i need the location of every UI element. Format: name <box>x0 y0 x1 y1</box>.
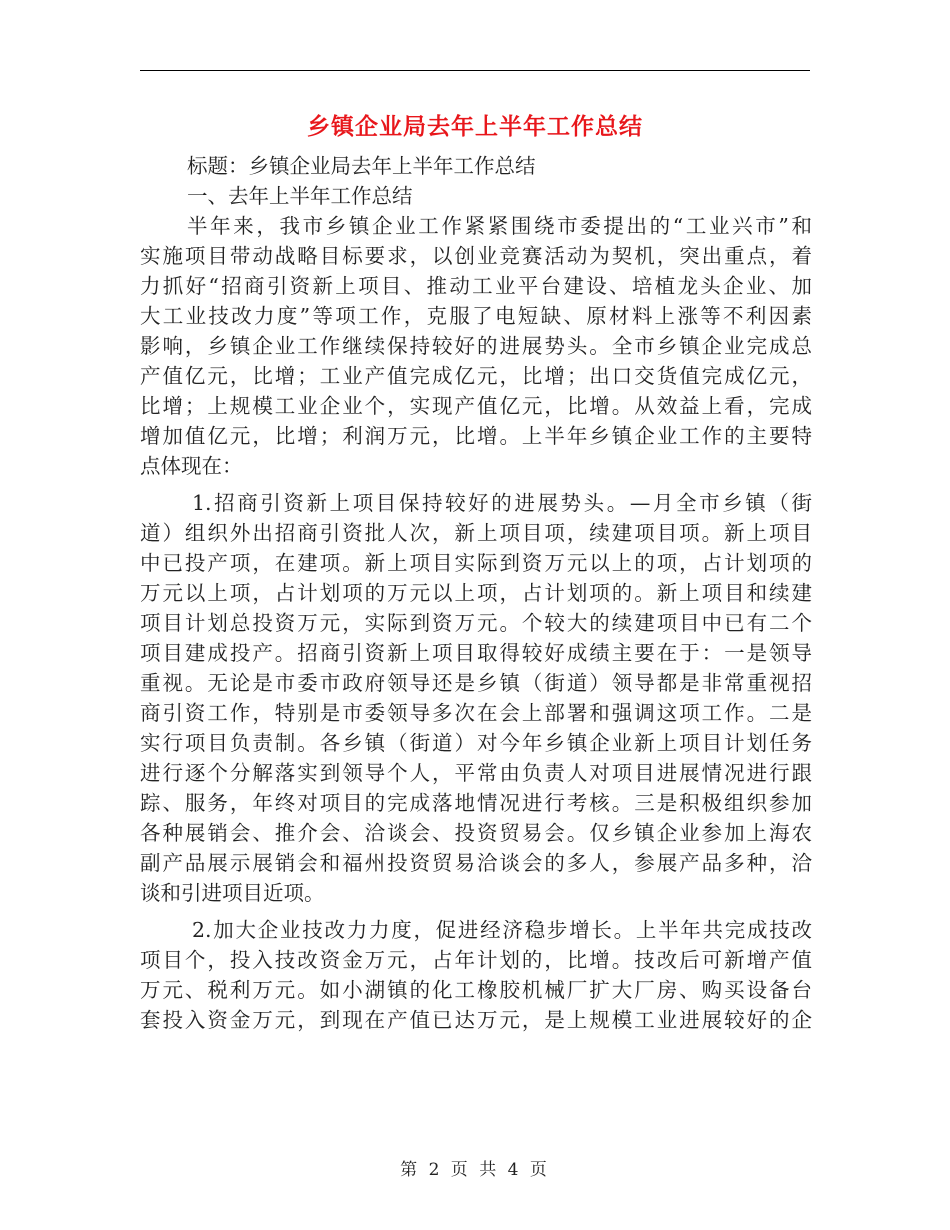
page-footer: 第 2 页 共 4 页 <box>400 1160 550 1180</box>
paragraph <box>140 211 812 481</box>
text-line: 实行项目负责制。各乡镇（街道）对今年乡镇企业新上项目计划任务 <box>140 731 812 755</box>
text-line: 点体现在： <box>140 454 243 478</box>
text-line: 产值亿元，比增；工业产值完成亿元，比增；出口交货值完成亿元， <box>140 364 812 388</box>
paragraph <box>140 488 812 908</box>
text-line: 力抓好“招商引资新上项目、推动工业平台建设、培植龙头企业、加 <box>140 274 812 298</box>
document-body <box>140 151 812 1035</box>
text-line: 项目计划总投资万元，实际到资万元。个较大的续建项目中已有二个 <box>140 611 812 635</box>
text-line: 套投入资金万元，到现在产值已达万元，是上规模工业进展较好的企 <box>140 1008 812 1032</box>
paragraph-gap <box>140 908 812 915</box>
text-line: 道）组织外出招商引资批人次，新上项目项，续建项目项。新上项目 <box>140 521 812 545</box>
text-line: 2.加大企业技改力力度，促进经济稳步增长。上半年共完成技改 <box>192 918 812 942</box>
text-line: 副产品展示展销会和福州投资贸易洽谈会的多人，参展产品多种，洽 <box>140 851 812 875</box>
text-line: 项目个，投入技改资金万元，占年计划的，比增。技改后可新增产值 <box>140 948 812 972</box>
header-line: 标题：乡镇企业局去年上半年工作总结 <box>187 154 536 178</box>
text-line: 万元以上项，占计划项的万元以上项，占计划项的。新上项目和续建 <box>140 581 812 605</box>
paragraph-gap <box>140 481 812 488</box>
text-line: 增加值亿元，比增；利润万元，比增。上半年乡镇企业工作的主要特 <box>140 424 812 448</box>
text-line: 进行逐个分解落实到领导个人，平常由负责人对项目进展情况进行跟 <box>140 761 812 785</box>
header-line: 一、去年上半年工作总结 <box>187 184 413 208</box>
text-line: 谈和引进项目近项。 <box>140 881 325 905</box>
text-line: 大工业技改力度”等项工作，克服了电短缺、原材料上涨等不利因素 <box>140 304 812 328</box>
text-line: 比增；上规模工业企业个，实现产值亿元，比增。从效益上看，完成 <box>140 394 812 418</box>
header-rule <box>140 70 810 71</box>
text-line: 商引资工作，特别是市委领导多次在会上部署和强调这项工作。二是 <box>140 701 812 725</box>
text-line: 1.招商引资新上项目保持较好的进展势头。—月全市乡镇（街 <box>192 491 812 515</box>
text-line: 影响，乡镇企业工作继续保持较好的进展势头。全市乡镇企业完成总 <box>140 334 812 358</box>
text-line: 实施项目带动战略目标要求，以创业竞赛活动为契机，突出重点，着 <box>140 244 812 268</box>
text-line: 项目建成投产。招商引资新上项目取得较好成绩主要在于：一是领导 <box>140 641 812 665</box>
text-line: 中已投产项，在建项。新上项目实际到资万元以上的项，占计划项的 <box>140 551 812 575</box>
text-line: 重视。无论是市委市政府领导还是乡镇（街道）领导都是非常重视招 <box>140 671 812 695</box>
text-line: 万元、税利万元。如小湖镇的化工橡胶机械厂扩大厂房、购买设备台 <box>140 978 812 1002</box>
text-line: 各种展销会、推介会、洽谈会、投资贸易会。仅乡镇企业参加上海农 <box>140 821 812 845</box>
text-line: 踪、服务，年终对项目的完成落地情况进行考核。三是积极组织参加 <box>140 791 812 815</box>
paragraph <box>140 915 812 1035</box>
text-line: 半年来，我市乡镇企业工作紧紧围绕市委提出的“工业兴市”和 <box>187 214 812 238</box>
document-title: 乡镇企业局去年上半年工作总结 <box>307 113 643 140</box>
